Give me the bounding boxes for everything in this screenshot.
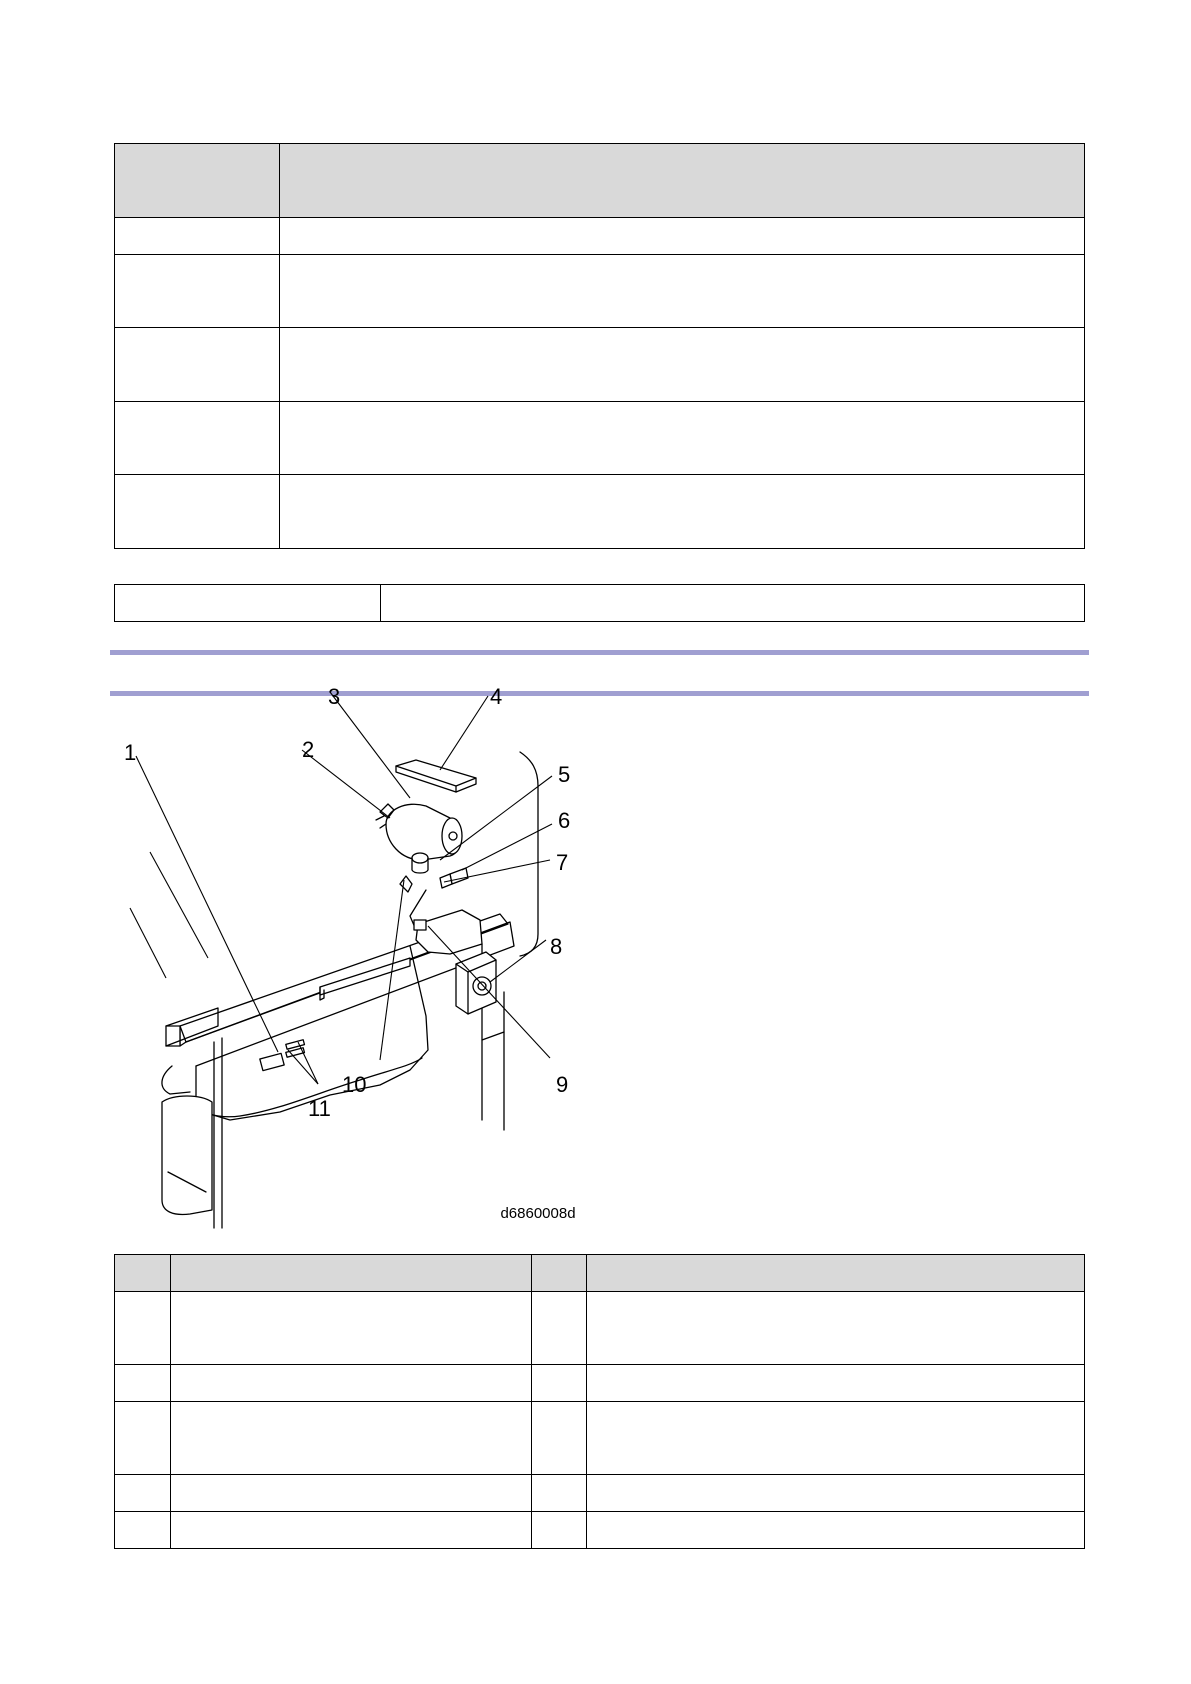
spec-table-top <box>114 143 1085 549</box>
header-cell <box>171 1255 532 1292</box>
table-cell <box>280 475 1085 549</box>
callout-label: 6 <box>558 808 571 833</box>
callout-label: 9 <box>556 1072 569 1097</box>
table-cell <box>587 1365 1085 1402</box>
parts-table <box>114 1254 1085 1549</box>
table-cell <box>115 402 280 475</box>
table-cell <box>115 585 381 622</box>
table-cell <box>115 255 280 328</box>
spec-table-single-row <box>114 584 1085 622</box>
callout-label: 1 <box>124 740 137 765</box>
header-cell <box>532 1255 587 1292</box>
callout-label: 10 <box>342 1072 367 1097</box>
table-row <box>115 1292 1085 1365</box>
table-cell <box>171 1292 532 1365</box>
table-row <box>115 1365 1085 1402</box>
table-cell <box>280 218 1085 255</box>
table-cell <box>587 1402 1085 1475</box>
callout-label: 7 <box>556 850 569 875</box>
table-cell <box>115 218 280 255</box>
callout-label: 4 <box>490 684 503 709</box>
section-rule-top <box>110 650 1089 655</box>
table-row <box>115 328 1085 402</box>
header-cell <box>280 144 1085 218</box>
table-row <box>115 1402 1085 1475</box>
table-cell <box>532 1512 587 1549</box>
table-row <box>115 475 1085 549</box>
section-rule-bottom <box>110 691 1089 696</box>
callout-label: 3 <box>328 684 341 709</box>
callout-label: 5 <box>558 762 571 787</box>
table-cell <box>115 1512 171 1549</box>
callout-label: 8 <box>550 934 563 959</box>
table-cell <box>280 328 1085 402</box>
table-cell <box>280 255 1085 328</box>
table-cell <box>280 402 1085 475</box>
table-cell <box>532 1292 587 1365</box>
table-cell <box>587 1512 1085 1549</box>
table-row <box>115 1512 1085 1549</box>
callout-label: 11 <box>308 1096 331 1121</box>
table-cell <box>115 1292 171 1365</box>
header-cell <box>115 1255 171 1292</box>
table-row <box>115 402 1085 475</box>
table-cell <box>115 1475 171 1512</box>
table-row <box>115 1475 1085 1512</box>
table-cell <box>115 1365 171 1402</box>
table-cell <box>115 1402 171 1475</box>
header-cell <box>115 144 280 218</box>
component-diagram <box>110 684 630 1240</box>
table-cell <box>587 1475 1085 1512</box>
table-row <box>115 585 1085 622</box>
table-cell <box>587 1292 1085 1365</box>
figure-code: d6860008d <box>500 1205 576 1222</box>
table-header-row <box>115 1255 1085 1292</box>
table-header-row <box>115 144 1085 218</box>
table-cell <box>532 1475 587 1512</box>
table-row <box>115 218 1085 255</box>
table-cell <box>171 1512 532 1549</box>
table-cell <box>115 328 280 402</box>
table-cell <box>171 1475 532 1512</box>
table-cell <box>171 1402 532 1475</box>
table-row <box>115 255 1085 328</box>
table-cell <box>532 1402 587 1475</box>
callout-label: 2 <box>302 737 315 762</box>
table-cell <box>115 475 280 549</box>
table-cell <box>171 1365 532 1402</box>
header-cell <box>587 1255 1085 1292</box>
table-cell <box>532 1365 587 1402</box>
table-cell <box>381 585 1085 622</box>
